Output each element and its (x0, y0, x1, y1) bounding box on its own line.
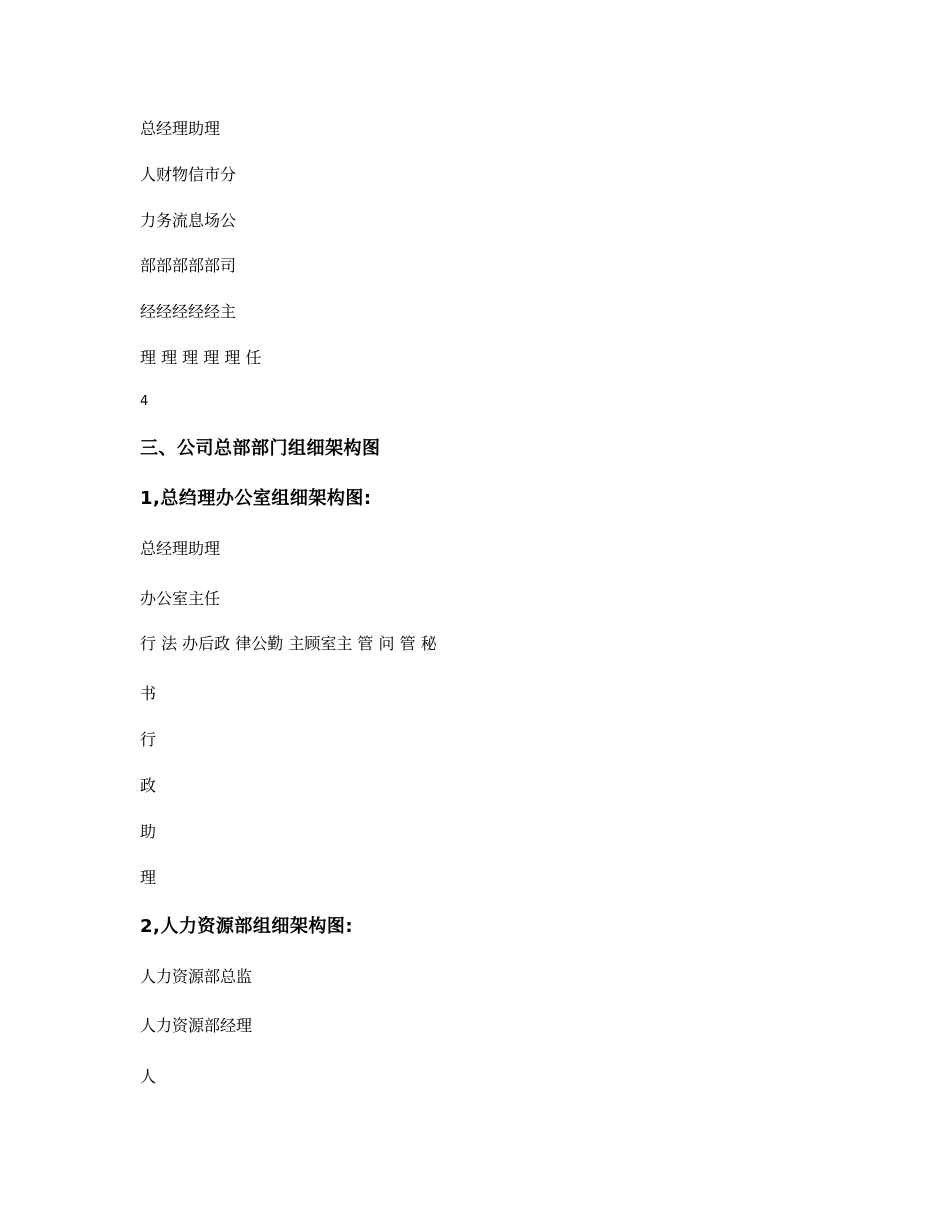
org-text-line: 行 (140, 730, 157, 749)
org-text-line: 理 (140, 868, 157, 887)
org-text-line: 办公室主任 (140, 589, 221, 608)
subsection-heading: 1,总绉理办公室组细架构图: (140, 488, 372, 509)
subsection-heading: 2,人力资源部组细架构图: (140, 916, 354, 937)
org-text-line: 理 理 理 理 理 任 (140, 348, 262, 367)
org-text-line: 书 (140, 684, 157, 703)
org-text-line: 助 (140, 822, 157, 841)
org-text-line: 总经理助理 (140, 119, 221, 138)
org-text-line: 人财物信市分 (140, 165, 237, 184)
org-text-line: 人力资源部经理 (140, 1016, 253, 1035)
org-text-line: 人 (140, 1067, 157, 1086)
org-text-line: 力务流息场公 (140, 211, 237, 230)
org-text-line: 行 法 办后政 律公勤 主顾室主 管 问 管 秘 (140, 634, 437, 653)
section-heading: 三、公司总部部门组细架构图 (140, 438, 381, 459)
org-text-line: 总经理助理 (140, 539, 221, 558)
org-text-line: 政 (140, 776, 157, 795)
org-text-line: 经经经经经主 (140, 302, 237, 321)
page-number: 4 (140, 394, 149, 409)
org-text-line: 人力资源部总监 (140, 967, 253, 986)
org-text-line: 部部部部部司 (140, 256, 237, 275)
